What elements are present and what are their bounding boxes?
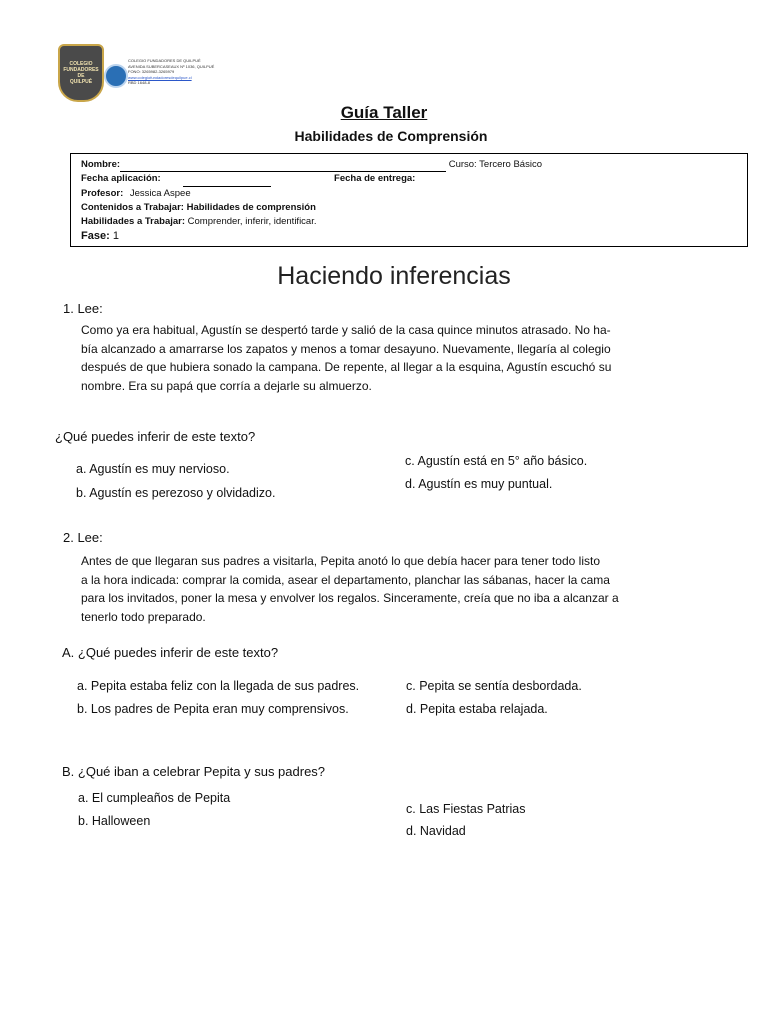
exercise-1-label: 1. Lee: (63, 301, 103, 316)
ex1-option-d[interactable]: d. Agustín es muy puntual. (405, 477, 553, 491)
exercise-2-label: 2. Lee: (63, 530, 103, 545)
info-row-fase: Fase: 1 (81, 230, 119, 243)
ex2b-option-b[interactable]: b. Halloween (78, 814, 151, 828)
ex2a-option-b[interactable]: b. Los padres de Pepita eran muy comprensivos. (77, 702, 349, 716)
info-row-profesor: Profesor: Jessica Aspee (81, 187, 191, 199)
exercise-2-question-a: A. ¿Qué puedes inferir de este texto? (62, 645, 279, 660)
page-subtitle: Habilidades de Comprensión (294, 128, 488, 144)
info-row-contenidos: Contenidos a Trabajar: Habilidades de comprensión (81, 201, 316, 213)
ex2a-option-d[interactable]: d. Pepita estaba relajada. (406, 702, 548, 716)
exercise-1-question: ¿Qué puedes inferir de este texto? (55, 429, 256, 444)
school-info: COLEGIO FUNDADORES DE QUILPUÉ AVENIDA SUBERCASEAUX Nº 1036, QUILPUÉ FONO: 3265982-3265979 www.colegiofundadoresdequilpue.cl RBD 1648-8 (128, 58, 215, 85)
exercise-2-text: Antes de que llegaran sus padres a visitarla, Pepita anotó lo que debía hacer para tener todo listo a la hora indicada: comprar la comida, asear el departamento, planchar las sábanas, hacer la cama para los invitados, poner la mesa y envolver los regalos. Sinceramente, creía que no iba a alcanzar a tenerlo todo preparado. (81, 554, 619, 624)
section-title: Haciendo inferencias (277, 262, 511, 290)
school-seal-icon (104, 64, 128, 88)
info-row-nombre: Nombre: Curso: Tercero Básico (81, 158, 737, 172)
exercise-2-question-b: B. ¿Qué iban a celebrar Pepita y sus padres? (62, 764, 326, 779)
ex2b-option-c[interactable]: c. Las Fiestas Patrias (406, 802, 526, 816)
info-row-fechas: Fecha aplicación: Fecha de entrega: (81, 172, 737, 186)
ex1-option-b[interactable]: b. Agustín es perezoso y olvidadizo. (76, 486, 276, 500)
ex2b-option-a[interactable]: a. El cumpleaños de Pepita (78, 791, 231, 805)
fecha-aplicacion-line[interactable] (183, 186, 271, 187)
school-crest-icon: COLEGIO FUNDADORES DE QUILPUÉ (58, 44, 104, 102)
page-title: Guía Taller (340, 103, 428, 122)
ex1-option-c[interactable]: c. Agustín está en 5° año básico. (405, 454, 588, 468)
ex1-option-a[interactable]: a. Agustín es muy nervioso. (76, 462, 230, 476)
ex2a-option-a[interactable]: a. Pepita estaba feliz con la llegada de sus padres. (77, 679, 360, 693)
info-row-habilidades: Habilidades a Trabajar: Comprender, inferir, identificar. (81, 216, 317, 228)
student-info-box (70, 153, 748, 247)
ex2b-option-d[interactable]: d. Navidad (406, 824, 466, 838)
school-logo (58, 44, 215, 104)
exercise-1-text: Como ya era habitual, Agustín se despertó tarde y salió de la casa quince minutos atrasado. No ha- bía alcanzado a amarrarse los zapatos y menos a tomar desayuno. Nuevamente, llegaría al colegio después de que hubiera sonado la campana. De repente, al llegar a la esquina, Agustín escuchó su nombre. Era su papá que corría a dejarle su almuerzo. (81, 323, 612, 393)
ex2a-option-c[interactable]: c. Pepita se sentía desbordada. (406, 679, 582, 693)
